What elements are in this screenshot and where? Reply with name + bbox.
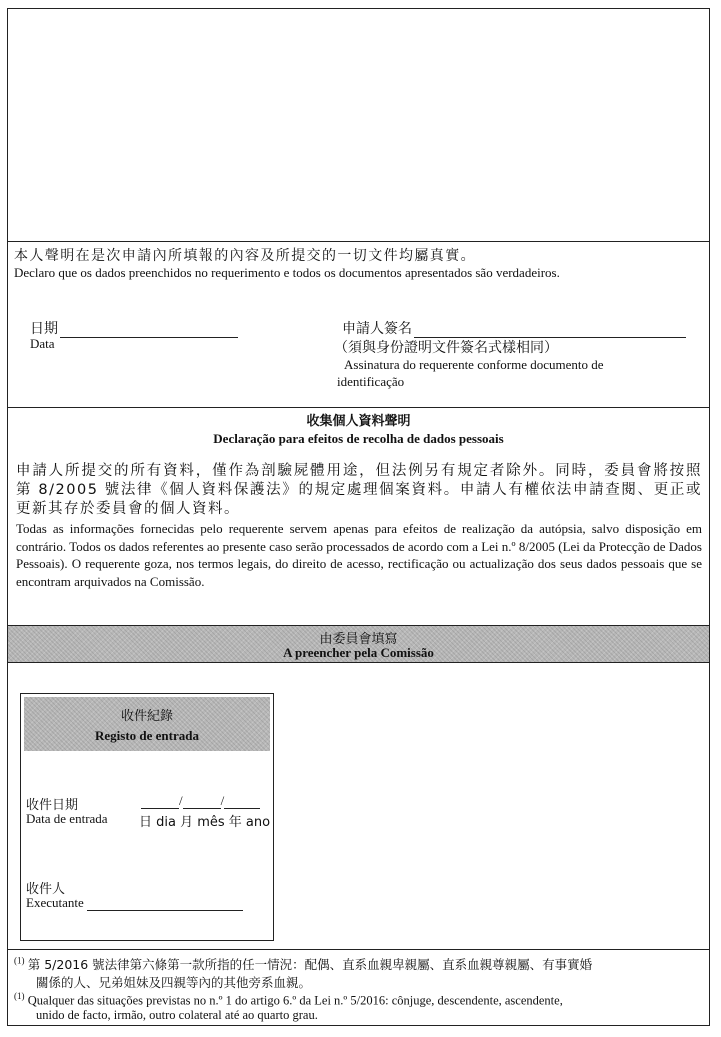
footnote-pt-line2: unido de facto, irmão, outro colateral até ao quarto grau. (36, 1008, 318, 1022)
entry-year-line[interactable] (224, 794, 260, 809)
signature-label-zh (342, 318, 686, 338)
privacy-body-zh: 申請人所提交的所有資料，僅作為剖驗屍體用途，但法例另有規定者除外。同時，委員會將按照第 8/2005 號法律《個人資料保護法》的規定處理個案資料。申請人有權依法申請查閱、更正或更新其存於委員會的個人資料。 (16, 463, 702, 517)
commission-title-pt: A preencher pela Comissão (283, 645, 434, 660)
date-input-line[interactable] (60, 323, 238, 338)
divider-top (8, 241, 709, 242)
entry-record-title-zh: 收件紀錄 (120, 709, 173, 724)
footnote-marker-pt: (1) (14, 991, 25, 1001)
form-frame (7, 8, 710, 1026)
entry-month-line[interactable] (183, 794, 221, 809)
footnote-pt-line1 (14, 991, 563, 1008)
divider-privacy (8, 407, 709, 408)
date-label-zh (30, 318, 238, 338)
entry-date-input[interactable]: / / (141, 793, 260, 809)
footnote-pt-text1: Qualquer das situações previstas no n.º 1 do artigo 6.º da Lei n.º 5/2016: cônjuge, descendente, ascendente, (27, 993, 563, 1008)
footnote-zh-line2: 關係的人、兄弟姐妹及四親等內的其他旁系血親。 (36, 975, 312, 990)
signature-input-line[interactable] (414, 323, 686, 338)
declaration-pt: Declaro que os dados preenchidos no requerimento e todos os documentos apresentados são verdadeiros. (14, 265, 560, 280)
entry-day-line[interactable] (141, 794, 179, 809)
entry-date-label-pt: Data de entrada (26, 811, 108, 826)
commission-title-zh: 由委員會填寫 (319, 632, 398, 647)
blank-upper-area (8, 9, 709, 241)
divider-commission-bottom (8, 662, 709, 663)
footnote-zh-line1 (14, 955, 592, 973)
entry-record-box (20, 693, 274, 941)
executor-input-line[interactable] (87, 896, 243, 911)
privacy-title-zh: 收集個人資料聲明 (306, 414, 411, 429)
privacy-body-pt: Todas as informações fornecidas pelo requerente servem apenas para efeitos de realização da autópsia, salvo disposição em contrário. Todos os dados referentes ao presente caso serão processados de acordo com a Lei n.º 8/2005 (Lei da Protecção de Dados Pessoais). O requerente goza, nos termos legais, do direito de acesso, rectificação ou actualização dos seus dados pessoais que se encontram arquivados na Comissão. (16, 521, 702, 589)
footnote-marker-zh: (1) (14, 955, 25, 966)
divider-footnote (8, 949, 709, 950)
entry-record-title-pt: Registo de entrada (95, 728, 199, 743)
executor-label-pt (26, 895, 243, 911)
entry-date-format: 日 dia 月 mês 年 ano (139, 815, 271, 830)
signature-note-pt-1: Assinatura do requerente conforme documento de (344, 357, 604, 372)
declaration-zh: 本人聲明在是次申請內所填報的內容及所提交的一切文件均屬真實。 (14, 248, 476, 264)
footnote-zh-text1: 第 5/2016 號法律第六條第一款所指的任一情況：配偶、直系血親卑親屬、直系血親尊親屬、有事實婚 (27, 957, 593, 972)
date-label-zh-text: 日期 (30, 321, 58, 337)
executor-label-zh: 收件人 (26, 882, 66, 897)
executor-label-pt-text: Executante (26, 895, 84, 910)
signature-label-zh-text: 申請人簽名 (342, 321, 412, 337)
date-label-pt: Data (30, 336, 55, 351)
entry-date-label-zh: 收件日期 (26, 798, 79, 813)
signature-note-pt-2: identificação (337, 374, 405, 389)
privacy-title-pt: Declaração para efeitos de recolha de dados pessoais (213, 431, 504, 446)
signature-note-zh: （須與身份證明文件簽名式樣相同） (334, 340, 558, 356)
